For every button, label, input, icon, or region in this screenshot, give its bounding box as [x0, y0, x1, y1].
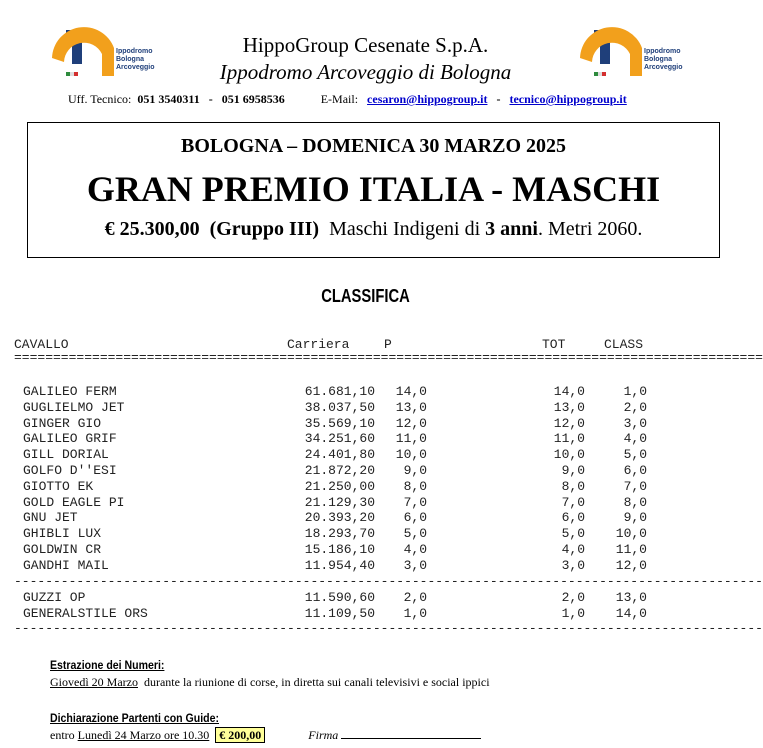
career-earnings: 35.569,10	[304, 415, 375, 431]
logo-text: Ippodromo Bologna Arcoveggio	[644, 48, 683, 71]
career-earnings: 38.037,50	[304, 399, 375, 415]
table-row	[0, 447, 731, 463]
points: 11,0	[395, 431, 427, 447]
horse-name: GOLDWIN CR	[23, 542, 102, 557]
ranking: 9,0	[623, 510, 647, 526]
col-class: CLASS	[604, 337, 644, 352]
horse-name: GANDHI MAIL	[23, 557, 109, 573]
career-earnings: 11.590,60	[304, 590, 375, 605]
career-earnings: 20.393,20	[304, 510, 375, 526]
horse-name: GUZZI OP	[23, 590, 86, 605]
career-earnings: 18.293,70	[304, 526, 375, 542]
classifica-title: CLASSIFICA	[321, 286, 410, 306]
email-label: E-Mail:	[320, 92, 359, 106]
race-distance: . Metri 2060.	[537, 218, 643, 240]
points: 7,0	[403, 494, 427, 510]
table-row	[0, 400, 731, 416]
points: 4,0	[403, 542, 427, 557]
declaration-line	[50, 728, 481, 743]
total: 13,0	[553, 399, 585, 415]
declaration-title: Dichiarazione Partenti con Guide:	[50, 711, 220, 725]
ranking: 2,0	[623, 399, 647, 415]
col-horse: CAVALLO	[14, 337, 69, 352]
ranking: 11,0	[615, 542, 647, 557]
career-earnings: 34.251,60	[304, 431, 375, 447]
horse-name: GOLD EAGLE PI	[23, 494, 125, 510]
points: 12,0	[395, 415, 427, 431]
horse-name: GOLFO D''ESI	[23, 463, 117, 478]
col-tot: TOT	[542, 337, 566, 352]
ranking: 14,0	[615, 605, 647, 621]
separator: -	[496, 92, 501, 106]
ranking: 7,0	[623, 478, 647, 494]
table-row	[0, 558, 731, 574]
draw-title: Estrazione dei Numeri:	[50, 658, 165, 672]
ranking: 12,0	[615, 557, 647, 573]
points: 14,0	[395, 384, 427, 399]
race-place-date: BOLOGNA – DOMENICA 30 MARZO 2025	[180, 135, 567, 157]
points: 2,0	[403, 590, 427, 605]
table-row	[0, 416, 731, 432]
points: 8,0	[403, 478, 427, 494]
career-earnings: 21.129,30	[304, 494, 375, 510]
table-row	[0, 479, 731, 495]
table-row	[0, 606, 731, 622]
table-row	[0, 542, 731, 558]
table-row	[0, 510, 731, 526]
declaration-date: Lunedì 24 Marzo ore 10.30	[77, 728, 210, 742]
points: 6,0	[403, 510, 427, 526]
total: 8,0	[561, 478, 585, 494]
office-label: Uff. Tecnico:	[68, 92, 132, 106]
total: 5,0	[561, 526, 585, 542]
total: 14,0	[553, 384, 585, 399]
race-title: GRAN PREMIO ITALIA - MASCHI	[86, 169, 661, 209]
rule-upper: ------------------------------------------------------------------------------------------------	[14, 574, 763, 589]
total: 1,0	[561, 605, 585, 621]
race-box	[27, 122, 720, 258]
horse-name: GENERALSTILE ORS	[23, 605, 148, 621]
col-career: Carriera	[287, 337, 350, 352]
horse-name: GILL DORIAL	[23, 447, 109, 463]
declaration-prefix: entro	[50, 728, 75, 742]
ranking: 5,0	[623, 447, 647, 463]
phone-1: 051 3540311	[137, 92, 200, 106]
race-prize: € 25.300,00	[104, 218, 200, 240]
ranking: 6,0	[623, 463, 647, 478]
email-link-1[interactable]: cesaron@hippogroup.it	[367, 92, 488, 106]
race-desc: Maschi Indigeni di	[329, 218, 481, 240]
rule-lower: ------------------------------------------------------------------------------------------------	[14, 621, 763, 636]
col-p: P	[384, 337, 392, 352]
total: 9,0	[561, 463, 585, 478]
horse-name: GINGER GIO	[23, 415, 102, 431]
race-group: (Gruppo III)	[209, 218, 320, 240]
draw-date: Giovedì 20 Marzo	[50, 675, 138, 689]
table-row	[0, 463, 731, 479]
race-age: 3 anni	[485, 218, 538, 240]
race-details	[28, 218, 719, 241]
horse-name: GALILEO FERM	[23, 384, 117, 399]
ranking: 3,0	[623, 415, 647, 431]
points: 13,0	[395, 399, 427, 415]
table-row	[0, 495, 731, 511]
points: 9,0	[403, 463, 427, 478]
table-row	[0, 384, 731, 400]
email-link-2[interactable]: tecnico@hippogroup.it	[509, 92, 627, 106]
career-earnings: 61.681,10	[304, 384, 375, 399]
horse-name: GHIBLI LUX	[23, 526, 102, 542]
total: 6,0	[561, 510, 585, 526]
table-row	[0, 526, 731, 542]
career-earnings: 24.401,80	[304, 447, 375, 463]
ranking: 13,0	[615, 590, 647, 605]
total: 11,0	[553, 431, 585, 447]
horse-name: GIOTTO EK	[23, 478, 94, 494]
career-earnings: 11.954,40	[304, 557, 375, 573]
points: 5,0	[403, 526, 427, 542]
total: 4,0	[561, 542, 585, 557]
horse-name: GNU JET	[23, 510, 78, 526]
career-earnings: 21.250,00	[304, 478, 375, 494]
header-rule: ================================================================================================	[14, 350, 763, 365]
phone-2: 051 6958536	[221, 92, 285, 106]
total: 10,0	[553, 447, 585, 463]
draw-text: durante la riunione di corse, in diretta sui canali televisivi e social ippici	[143, 675, 490, 689]
contacts-line	[68, 92, 627, 107]
points: 3,0	[403, 557, 427, 573]
fee-badge: € 200,00	[215, 727, 265, 743]
logo-text: Ippodromo Bologna Arcoveggio	[116, 48, 155, 71]
ranking: 4,0	[623, 431, 647, 447]
horse-name: GALILEO GRIF	[23, 431, 117, 447]
career-earnings: 21.872,20	[304, 463, 375, 478]
total: 2,0	[561, 590, 585, 605]
separator: -	[208, 92, 213, 106]
total: 3,0	[561, 557, 585, 573]
ranking: 10,0	[615, 526, 647, 542]
points: 10,0	[395, 447, 427, 463]
company-name: HippoGroup Cesenate S.p.A.	[242, 33, 489, 57]
ranking: 8,0	[623, 494, 647, 510]
signature-label: Firma	[308, 728, 339, 742]
career-earnings: 11.109,50	[304, 605, 375, 621]
venue-name: Ippodromo Arcoveggio di Bologna	[219, 60, 512, 84]
draw-line	[50, 675, 490, 690]
points: 1,0	[403, 605, 427, 621]
table-row	[0, 431, 731, 447]
career-earnings: 15.186,10	[304, 542, 375, 557]
horse-name: GUGLIELMO JET	[23, 399, 125, 415]
ranking: 1,0	[623, 384, 647, 399]
total: 12,0	[553, 415, 585, 431]
total: 7,0	[561, 494, 585, 510]
signature-line[interactable]	[341, 728, 481, 739]
table-row	[0, 590, 731, 606]
